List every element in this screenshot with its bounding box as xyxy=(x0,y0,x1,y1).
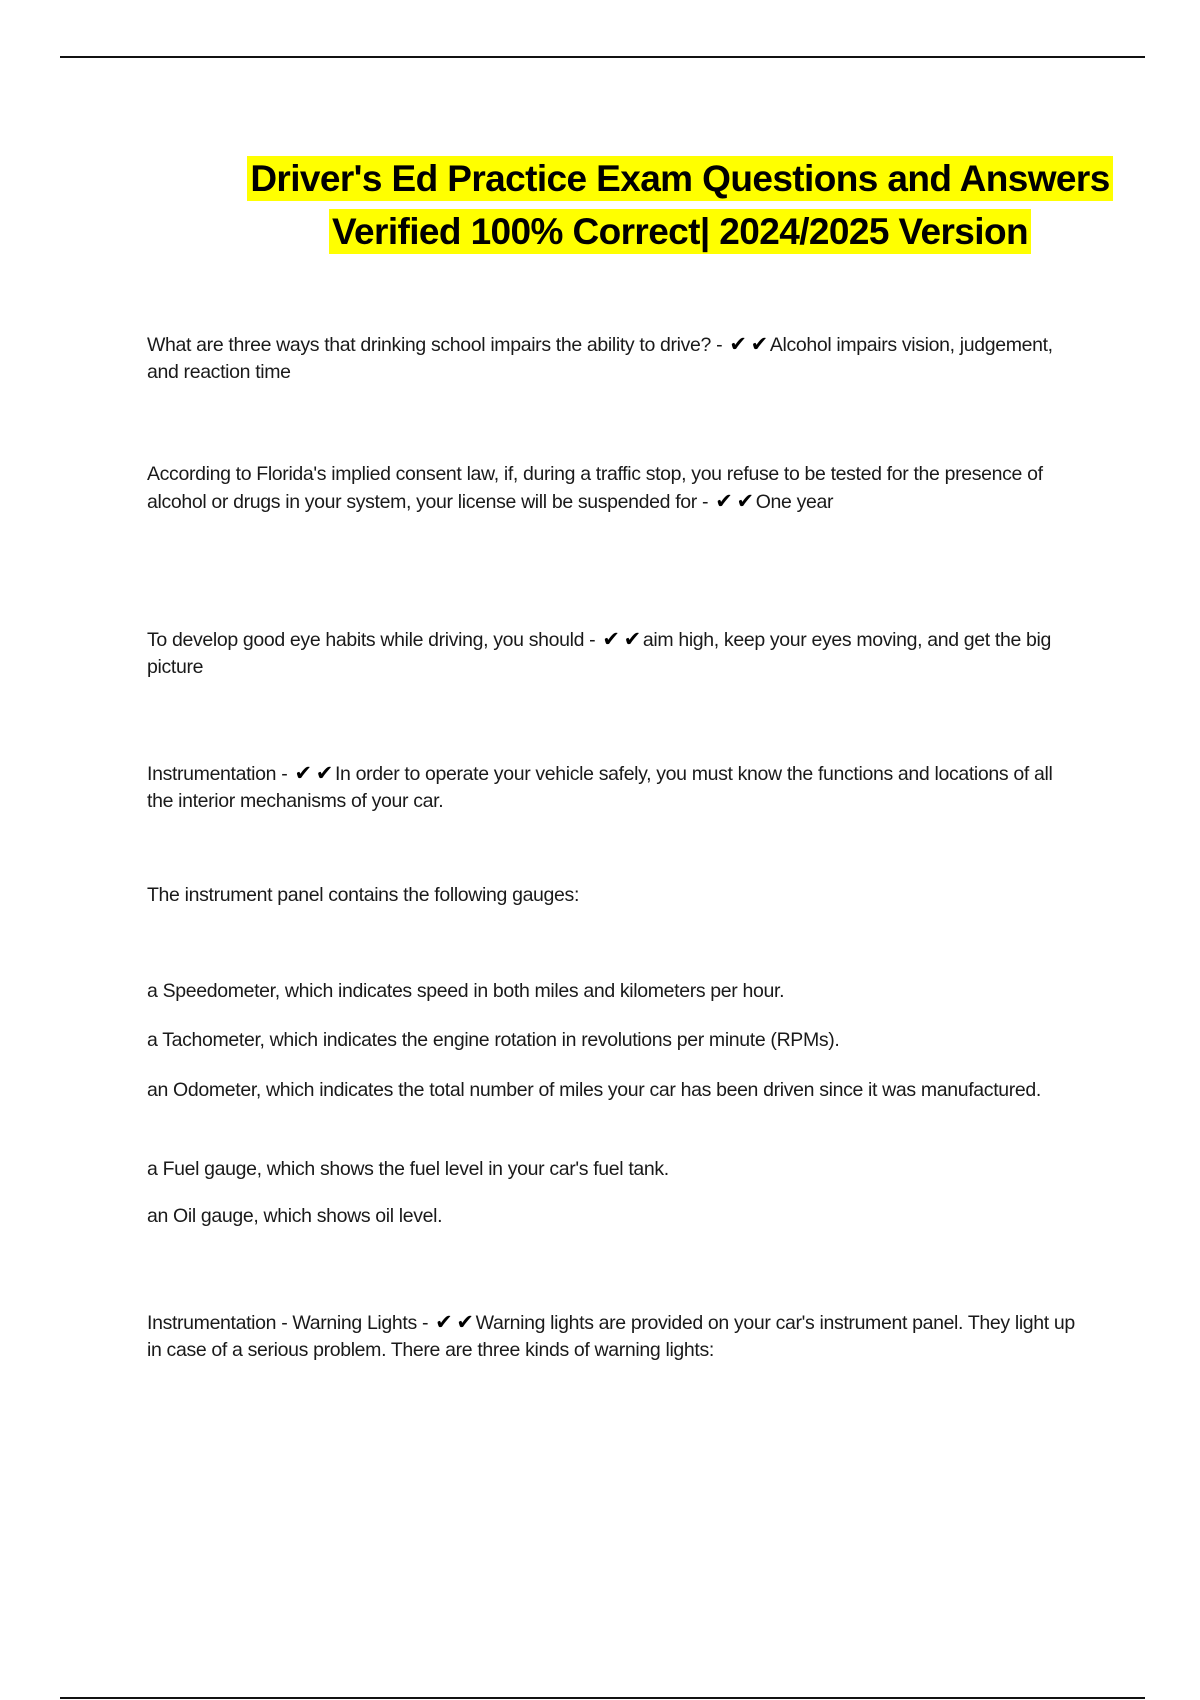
question-text: According to Florida's implied consent law, if, during a traffic stop, you refuse to be tested for the presence of alcohol or drugs in your system, your license will be suspended for - xyxy=(147,463,1043,513)
gauge-item: an Odometer, which indicates the total number of miles your car has been driven since it was manufactured. xyxy=(147,1079,1041,1101)
question-text: Instrumentation - Warning Lights - xyxy=(147,1312,429,1334)
answer-text: In order to operate your vehicle safely, you must know the functions and locations of all the interior mechanisms of your car. xyxy=(147,763,1053,812)
check-icon: ✔ xyxy=(750,333,768,356)
check-icon: ✔ xyxy=(729,333,747,356)
check-icon: ✔ xyxy=(456,1311,474,1334)
top-rule xyxy=(60,56,1145,58)
question-text: To develop good eye habits while driving, you should - xyxy=(147,629,596,651)
gauge-item: a Speedometer, which indicates speed in both miles and kilometers per hour. xyxy=(147,980,785,1002)
document-title xyxy=(200,152,1160,258)
qa-item xyxy=(147,760,1082,815)
qa-item xyxy=(147,331,1082,386)
panel-intro: The instrument panel contains the following gauges: xyxy=(147,884,580,906)
gauge-item: a Tachometer, which indicates the engine rotation in revolutions per minute (RPMs). xyxy=(147,1029,840,1051)
qa-item xyxy=(147,1309,1082,1364)
question-text: What are three ways that drinking school impairs the ability to drive? - xyxy=(147,334,723,356)
check-icon: ✔ xyxy=(294,762,312,785)
question-text: Instrumentation - xyxy=(147,763,288,785)
check-icon: ✔ xyxy=(715,490,733,513)
check-icon: ✔ xyxy=(602,628,620,651)
answer-text: One year xyxy=(755,491,834,513)
answer-text: aim high, keep your eyes moving, and get the big picture xyxy=(147,629,1052,678)
check-icon: ✔ xyxy=(736,490,754,513)
check-icon: ✔ xyxy=(315,762,333,785)
answer-text: Warning lights are provided on your car's instrument panel. They light up in case of a serious problem. There are three kinds of warning lights: xyxy=(147,1312,1075,1361)
qa-item xyxy=(147,461,1072,516)
bottom-rule xyxy=(60,1697,1145,1699)
answer-text: Alcohol impairs vision, judgement, and reaction time xyxy=(147,334,1053,383)
gauge-item: a Fuel gauge, which shows the fuel level in your car's fuel tank. xyxy=(147,1158,669,1180)
check-icon: ✔ xyxy=(435,1311,453,1334)
gauge-item: an Oil gauge, which shows oil level. xyxy=(147,1205,443,1227)
title-text: Driver's Ed Practice Exam Questions and Answers Verified 100% Correct| 2024/2025 Version xyxy=(247,156,1112,254)
check-icon: ✔ xyxy=(623,628,641,651)
qa-item xyxy=(147,626,1082,681)
